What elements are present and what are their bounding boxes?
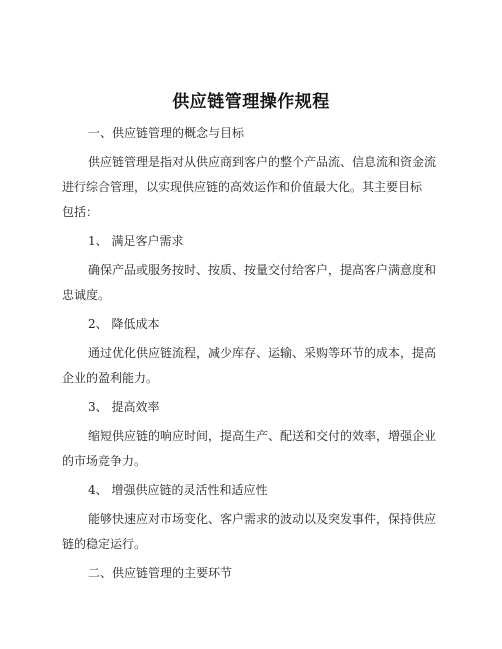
intro-line-3: 包括： [62,205,99,219]
goal-2-text-line-1: 通过优化供应链流程，减少库存、运输、采购等环节的成本，提高 [88,346,437,360]
goal-1-text-line-1: 确保产品或服务按时、按质、按量交付给客户，提高客户满意度和 [88,263,437,277]
goal-4-text-line-2: 链的稳定运行。 [62,537,147,551]
goal-4-text-line-1: 能够快速应对市场变化、客户需求的波动以及突发事件，保持供应 [88,512,437,526]
goal-2-text-line-2: 企业的盈利能力。 [62,371,159,385]
intro-line-2: 进行综合管理，以实现供应链的高效运作和价值最大化。其主要目标 [62,180,423,194]
section-1-heading: 一、供应链管理的概念与目标 [88,126,245,140]
document-title: 供应链管理操作规程 [172,92,330,112]
goal-3-text-line-1: 缩短供应链的响应时间，提高生产、配送和交付的效率，增强企业 [88,429,437,443]
section-2-heading: 二、供应链管理的主要环节 [88,566,233,580]
goal-3-text-line-2: 的市场竞争力。 [62,454,147,468]
intro-line-1: 供应链管理是指对从供应商到客户的整个产品流、信息流和资金流 [88,155,437,169]
goal-1-text-line-2: 忠诚度。 [62,288,111,302]
goal-1-heading: 1、 满足客户需求 [88,234,184,248]
goal-3-heading: 3、 提高效率 [88,400,160,414]
goal-2-heading: 2、 降低成本 [88,317,160,331]
goal-4-heading: 4、 增强供应链的灵活性和适应性 [88,483,268,497]
